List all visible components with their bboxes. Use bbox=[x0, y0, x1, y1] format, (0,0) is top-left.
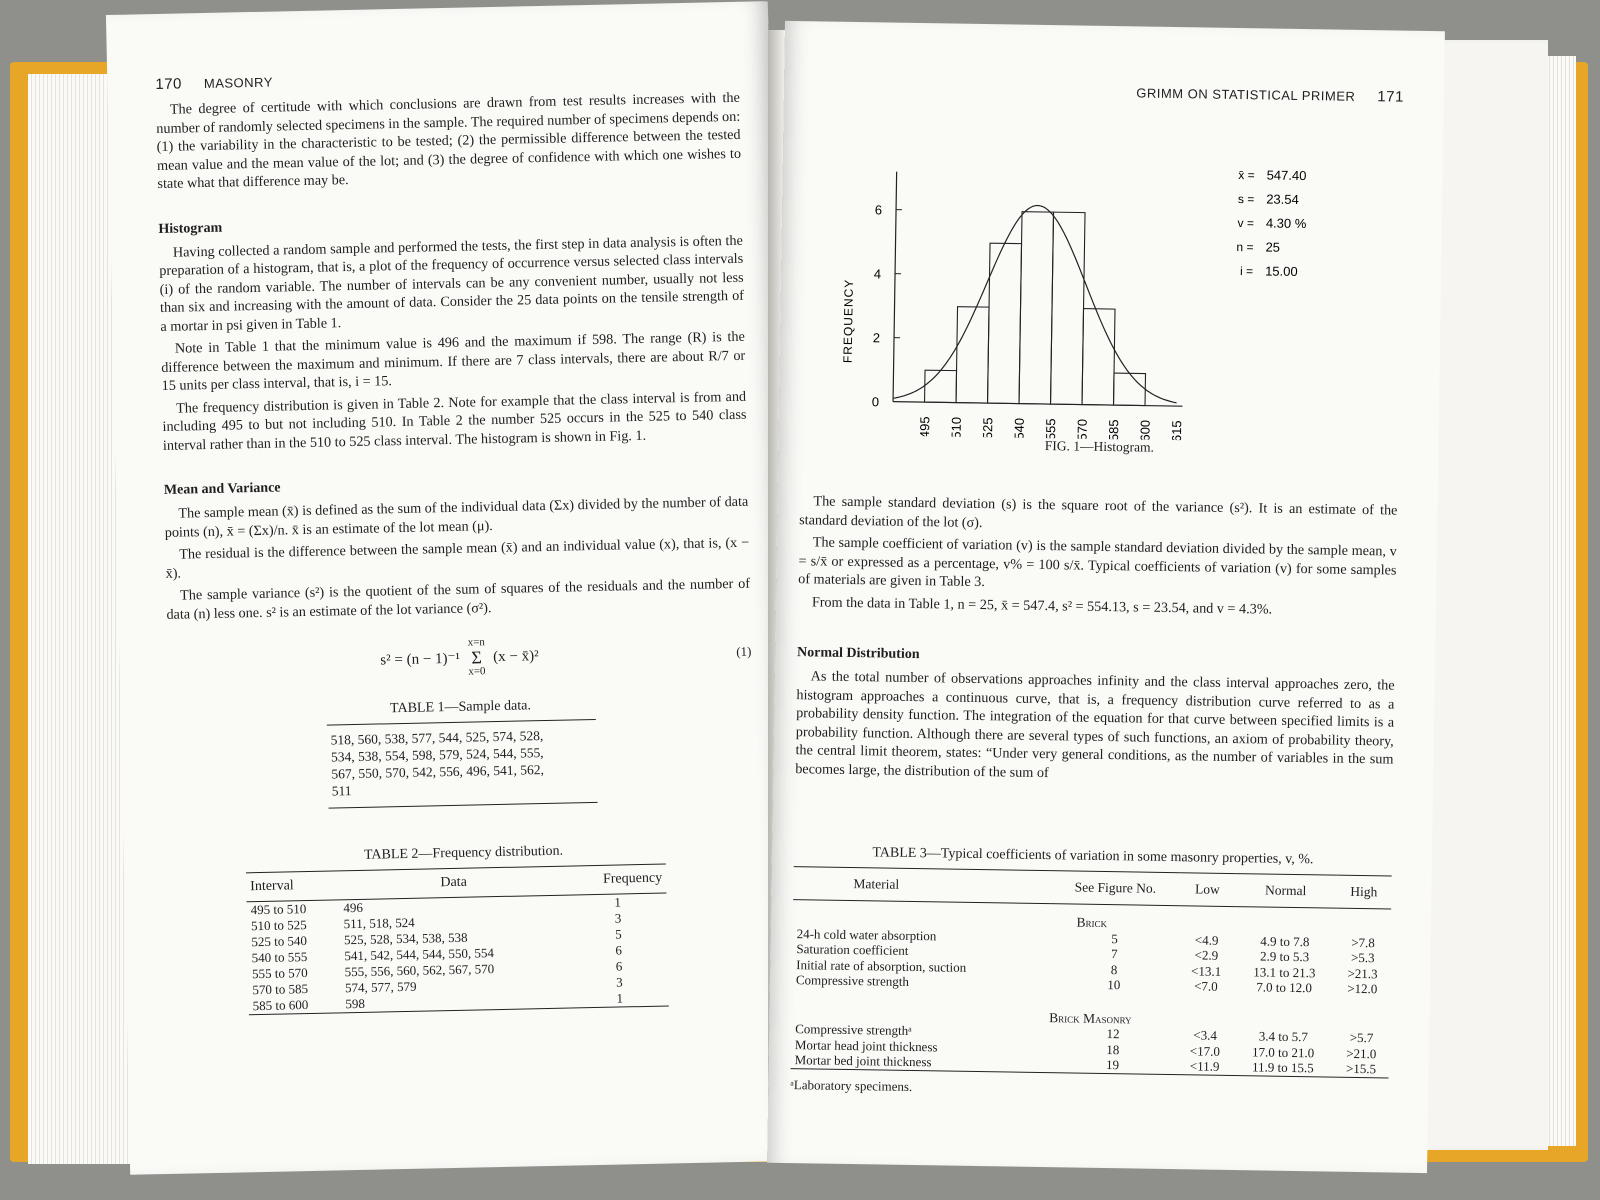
cell: <13.1 bbox=[1191, 962, 1222, 979]
x-tick-label: 495 bbox=[916, 416, 933, 439]
stat-label: v = bbox=[1237, 216, 1254, 231]
cell: <2.9 bbox=[1194, 947, 1219, 963]
column-header: Low bbox=[1180, 873, 1236, 907]
histogram-heading: Histogram bbox=[158, 220, 223, 237]
cell: 3 bbox=[615, 974, 623, 990]
cell: 525 to 540 bbox=[251, 933, 308, 950]
cell: <17.0 bbox=[1189, 1042, 1221, 1059]
histogram-paragraph-2: Note in Table 1 that the minimum value is 496 and the maximum if 598. The range (R) is the difference between the maximum and minimum. If there are 7 class intervals, there are about R/7 or 15 units per class interval, that is, i = 15. bbox=[161, 328, 746, 394]
cell: 585 to 600 bbox=[252, 997, 309, 1014]
cell: 6 bbox=[615, 942, 623, 958]
cell: <3.4 bbox=[1193, 1027, 1218, 1043]
x-tick-label: 585 bbox=[1105, 419, 1122, 442]
cell: Compressive strengthᵃ bbox=[795, 1021, 912, 1039]
cell: 541, 542, 544, 544, 550, 554 bbox=[344, 945, 495, 964]
y-tick-label: 4 bbox=[873, 266, 882, 282]
x-tick-label: 540 bbox=[1011, 417, 1027, 440]
cell: 7 bbox=[1110, 946, 1118, 962]
stat-value: 25 bbox=[1265, 239, 1281, 255]
column-header: Frequency bbox=[568, 864, 666, 895]
running-title: GRIMM ON STATISTICAL PRIMER bbox=[1136, 85, 1356, 104]
cell: >12.0 bbox=[1347, 980, 1378, 997]
cell: 18 bbox=[1106, 1041, 1120, 1057]
cell: Initial rate of absorption, suction bbox=[796, 956, 967, 975]
x-tick-label: 600 bbox=[1137, 419, 1153, 442]
mean-variance-heading: Mean and Variance bbox=[163, 480, 281, 498]
y-tick-label: 0 bbox=[871, 394, 880, 410]
cell: >15.5 bbox=[1345, 1060, 1377, 1077]
cell: 17.0 to 21.0 bbox=[1251, 1043, 1315, 1060]
equation-number: (1) bbox=[736, 643, 752, 659]
cell: <11.9 bbox=[1189, 1058, 1220, 1074]
normal-distribution-heading: Normal Distribution bbox=[796, 645, 920, 663]
left-page bbox=[106, 1, 792, 1175]
table1-line: 511 bbox=[331, 783, 352, 799]
x-tick-label: 510 bbox=[948, 416, 964, 439]
standard-deviation-paragraph: The sample standard deviation (s) is the square root of the variance (s²). It is an estimate of the standard deviation of the lot (σ). bbox=[799, 493, 1398, 531]
cell: 24-h cold water absorption bbox=[796, 925, 937, 943]
stat-label: x̄ = bbox=[1238, 168, 1255, 183]
cell: 7.0 to 12.0 bbox=[1256, 979, 1313, 996]
x-tick-label: 555 bbox=[1042, 418, 1059, 441]
column-header: Data bbox=[339, 866, 569, 900]
cell: 5 bbox=[1111, 930, 1118, 946]
cell: Compressive strength bbox=[795, 972, 910, 989]
x-tick-label: 570 bbox=[1074, 418, 1090, 441]
histogram-bar bbox=[1082, 309, 1115, 405]
y-axis-label: FREQUENCY bbox=[840, 278, 856, 364]
cell: Mortar bed joint thickness bbox=[794, 1052, 932, 1070]
summation bbox=[468, 637, 486, 677]
column-header: Normal bbox=[1235, 874, 1337, 909]
cell: 10 bbox=[1107, 977, 1121, 993]
column-header: High bbox=[1336, 875, 1392, 909]
y-tick-label: 2 bbox=[872, 330, 881, 346]
stat-label: i = bbox=[1240, 264, 1254, 279]
stat-label: n = bbox=[1236, 240, 1254, 255]
column-header: See Figure No. bbox=[1051, 871, 1181, 906]
histogram-bar bbox=[1114, 373, 1146, 405]
x-tick-label: 615 bbox=[1168, 420, 1185, 443]
stat-value: 15.00 bbox=[1265, 263, 1298, 279]
histogram-bar bbox=[1019, 212, 1054, 404]
page-number: 170 bbox=[155, 75, 183, 94]
cell: 2.9 to 5.3 bbox=[1259, 948, 1310, 965]
chart-labels bbox=[839, 202, 1187, 442]
normal-distribution-paragraph: As the total number of observations approaches infinity and the class interval approaches zero, the histogram approaches a continuous curve, that is, a frequency distribution curve referred to as a probability density function. The integration of the equation for that curve between specified limits is a probability function. Although there are several types of such functions, an axiom of probability theory, the central limit theorem, states: “Under very general conditions, as the number of variables in the sum becomes large, the distribution of the sum of bbox=[795, 668, 1395, 781]
cell: 511, 518, 524 bbox=[343, 914, 415, 932]
histogram-bar bbox=[956, 307, 989, 403]
right-running-head bbox=[806, 79, 1404, 105]
chart-bars bbox=[925, 210, 1148, 405]
cell: 3 bbox=[614, 910, 622, 926]
equation-rhs: (x − x̄)² bbox=[492, 647, 539, 665]
column-header: Interval bbox=[246, 871, 339, 902]
data-summary-paragraph: From the data in Table 1, n = 25, x̄ = 547.4, s² = 554.13, s = 23.54, and v = 4.3%. bbox=[811, 593, 1273, 618]
table3-coefficients bbox=[791, 866, 1392, 1078]
x-tick-label: 525 bbox=[979, 417, 996, 440]
histogram-figure bbox=[801, 104, 1404, 443]
cell: 495 to 510 bbox=[250, 901, 307, 918]
cell: >21.0 bbox=[1346, 1045, 1377, 1061]
table1-line: 567, 550, 570, 542, 556, 496, 541, 562, bbox=[331, 762, 545, 782]
cell: <7.0 bbox=[1194, 978, 1218, 994]
cell: 8 bbox=[1110, 961, 1118, 977]
cell: Saturation coefficient bbox=[796, 941, 909, 958]
table1-caption: TABLE 1—Sample data. bbox=[389, 698, 532, 717]
cell: 540 to 555 bbox=[251, 949, 308, 966]
cell: 4.9 to 7.8 bbox=[1260, 932, 1310, 949]
group-label: Brick Masonry bbox=[1049, 1009, 1132, 1026]
variance-equation bbox=[167, 632, 752, 684]
cell: <4.9 bbox=[1194, 931, 1219, 948]
group-label: Brick bbox=[1076, 914, 1108, 931]
cell: 1 bbox=[614, 894, 622, 910]
table2-frequency-distribution bbox=[246, 864, 669, 1016]
stat-value: 4.30 % bbox=[1265, 215, 1307, 232]
y-tick-label: 6 bbox=[874, 202, 883, 218]
cell: 13.1 to 21.3 bbox=[1253, 963, 1316, 980]
cell: >21.3 bbox=[1347, 965, 1378, 981]
sum-upper-limit: x=n bbox=[467, 636, 485, 649]
histogram-paragraph-3: The frequency distribution is given in Table 2. Note for example that the class interval is from and including 495 to but not including 510. In Table 2 the number 525 occurs in the 525 to 540 class interval rather than in the 510 to 525 class interval. The histogram is shown in Fig. 1. bbox=[162, 388, 747, 454]
column-header: Material bbox=[793, 867, 1051, 904]
histogram-paragraph-1: Having collected a random sample and performed the tests, the first step in data analysis is often the preparation of a histogram, that is, a plot of the frequency of occurrence versus selected class intervals (i) of the random variable. The number of intervals can be any convenient number, usually not less than six and increasing with the amount of data. Consider the 25 data points on the tensile strength of a mortar in psi given in Table 1. bbox=[159, 232, 745, 335]
cell: >5.3 bbox=[1350, 949, 1375, 966]
cell: 19 bbox=[1105, 1057, 1120, 1073]
cell: 570 to 585 bbox=[252, 981, 309, 998]
cell: 6 bbox=[615, 958, 623, 974]
table3-caption: TABLE 3—Typical coefficients of variation in some masonry properties, v, %. bbox=[872, 845, 1314, 868]
right-page bbox=[767, 21, 1445, 1173]
stat-value: 547.40 bbox=[1266, 167, 1307, 184]
cell: 598 bbox=[345, 995, 366, 1012]
running-title: MASONRY bbox=[203, 74, 274, 92]
histogram-bar bbox=[988, 243, 1022, 403]
y-axis bbox=[893, 172, 897, 402]
left-running-head bbox=[155, 64, 739, 93]
cell: >5.7 bbox=[1349, 1029, 1374, 1046]
cell: 5 bbox=[614, 926, 622, 942]
cell: 3.4 to 5.7 bbox=[1258, 1028, 1309, 1045]
stat-label: s = bbox=[1237, 192, 1255, 207]
cell: Mortar head joint thickness bbox=[794, 1036, 938, 1054]
histogram-bar bbox=[925, 370, 957, 402]
table1-line: 534, 538, 554, 598, 579, 524, 544, 555, bbox=[330, 745, 544, 765]
table1-sample-data bbox=[326, 719, 597, 809]
page-number: 171 bbox=[1377, 88, 1405, 106]
intro-paragraph: The degree of certitude with which conclusions are drawn from test results increases with the number of randomly selected specimens in the sample. The required number of specimens depends on: (1) the variability in the characteristic to be tested; (2) the permissible difference between the tested mean value and the mean value of the lot; and (3) the degree of confidence with which one wishes to state what that difference may be. bbox=[156, 89, 742, 193]
stat-value: 23.54 bbox=[1266, 191, 1299, 207]
cell: 510 to 525 bbox=[250, 917, 307, 934]
coefficient-variation-paragraph: The sample coefficient of variation (v) is the sample standard deviation divided by the sample mean, v = s/x̄ or expressed as a percentage, v% = 100 s/x̄. Typical coefficients of variation (v) for some samples of materials are given in Table 3. bbox=[798, 534, 1397, 591]
mean-paragraph: The sample mean (x̄) is defined as the sum of the individual data (Σx) divided by the number of data points (n), x̄ = (Σx)/n. x̄ is an estimate of the lot mean (μ). bbox=[164, 493, 749, 541]
variance-paragraph: The sample variance (s²) is the quotient of the sum of squares of the residuals and the number of data (n) less one. s² is an estimate of the lot variance (σ²). bbox=[166, 575, 751, 623]
cell: 525, 528, 534, 538, 538 bbox=[343, 929, 468, 948]
cell: 11.9 to 15.5 bbox=[1251, 1059, 1314, 1076]
table3-footnote: ᵃLaboratory specimens. bbox=[790, 1076, 913, 1094]
residual-paragraph: The residual is the difference between the sample mean (x̄) and an individual value (x), that is, (x − x̄). bbox=[165, 534, 750, 582]
cell: 555 to 570 bbox=[251, 965, 308, 982]
cell: 555, 556, 560, 562, 567, 570 bbox=[344, 961, 495, 980]
cell: 12 bbox=[1106, 1026, 1120, 1042]
equation-lhs: s² = (n − 1)⁻¹ bbox=[380, 650, 461, 668]
figure-caption: FIG. 1—Histogram. bbox=[1044, 438, 1155, 455]
sigma-symbol: Σ bbox=[471, 647, 483, 668]
histogram-chart bbox=[801, 104, 1404, 443]
cell: 574, 577, 579 bbox=[344, 978, 417, 996]
table1-line: 518, 560, 538, 577, 544, 525, 574, 528, bbox=[330, 728, 544, 748]
chart-stats bbox=[1236, 167, 1308, 279]
sum-lower-limit: x=0 bbox=[468, 665, 486, 678]
cell: 496 bbox=[343, 899, 364, 916]
table2-caption: TABLE 2—Frequency distribution. bbox=[363, 843, 564, 863]
cell: 1 bbox=[616, 990, 624, 1006]
chart-axes bbox=[893, 172, 1186, 407]
cell: >7.8 bbox=[1351, 934, 1375, 950]
